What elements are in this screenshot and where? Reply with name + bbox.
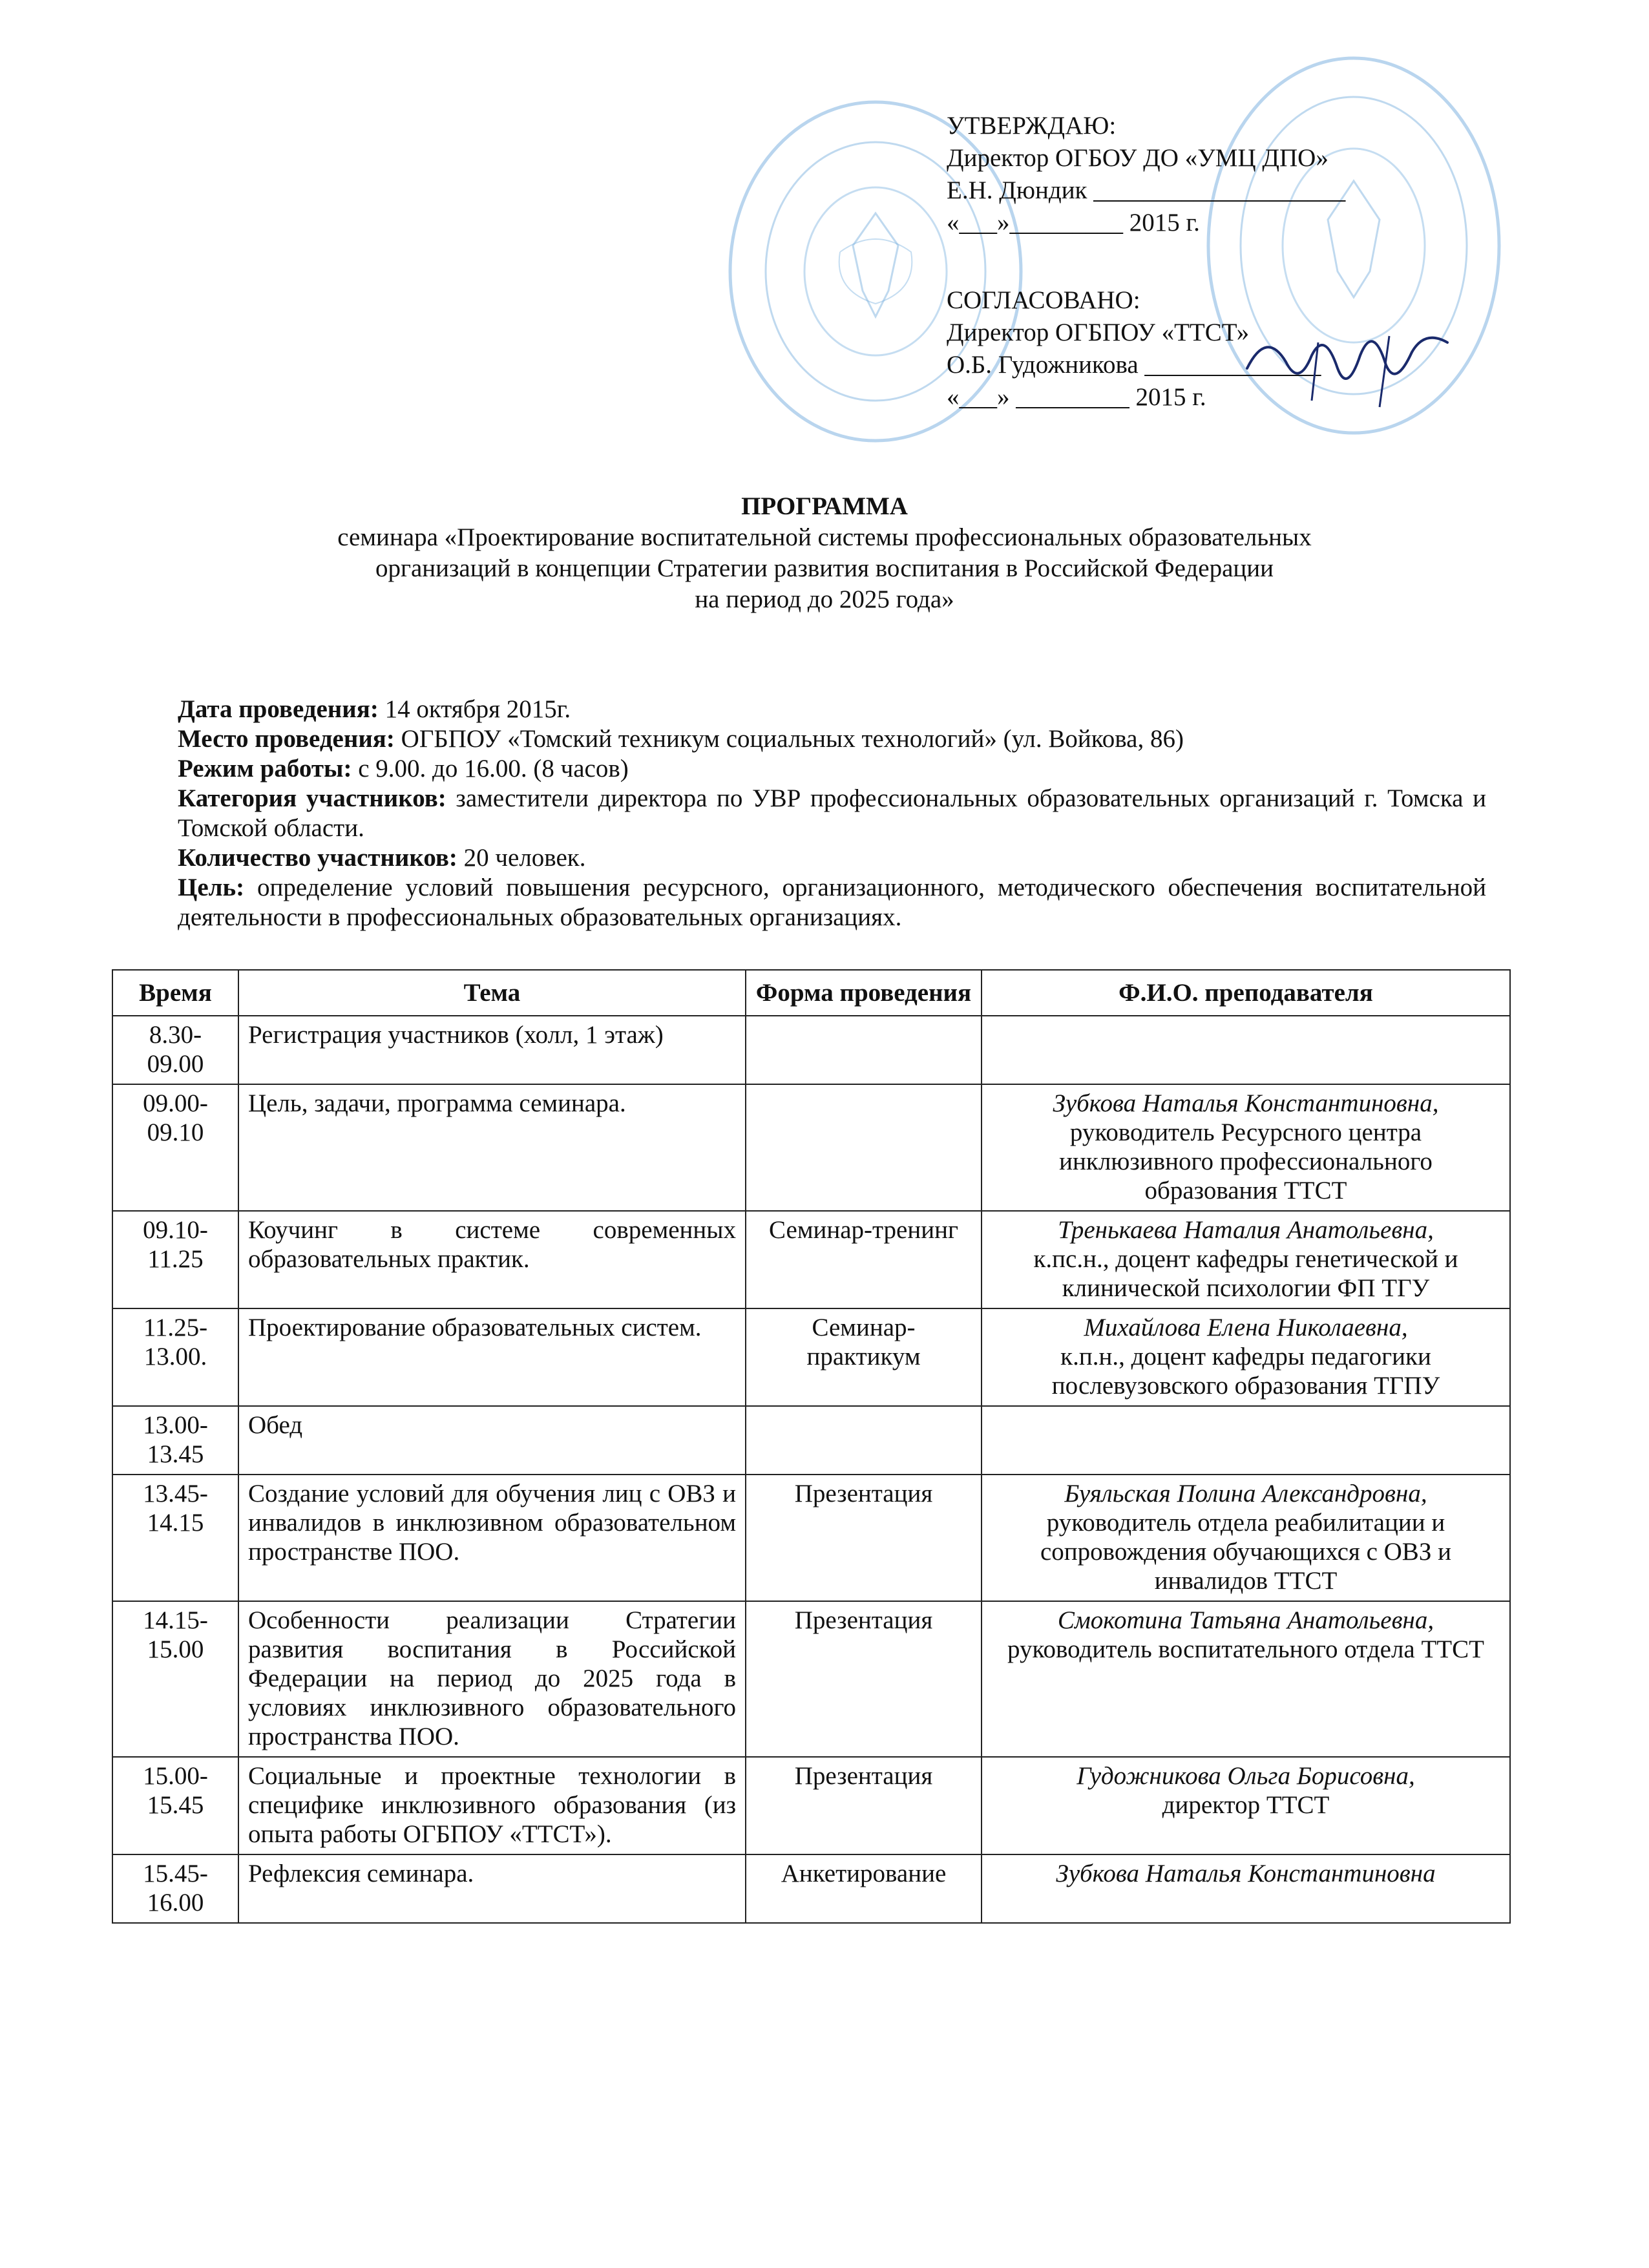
header-topic: Тема xyxy=(238,970,746,1016)
row-form xyxy=(746,1084,982,1211)
row-topic: Цель, задачи, программа семинара. xyxy=(238,1084,746,1211)
teacher-details: руководитель воспитательного отдела ТТСТ xyxy=(1007,1635,1484,1663)
approve-label: УТВЕРЖДАЮ: xyxy=(947,112,1117,140)
count-label: Количество участников: xyxy=(178,844,457,872)
category-value: заместители директора по УВР профессиональных образовательных организаций г. Томска и Томской области. xyxy=(178,784,1486,842)
teacher-details: руководитель Ресурсного центра инклюзивного профессионального образования ТТСТ xyxy=(1059,1118,1433,1204)
agree-label: СОГЛАСОВАНО: xyxy=(947,286,1140,314)
info-goal xyxy=(178,873,1486,932)
title-line-1: семинара «Проектирование воспитательной системы профессиональных образовательных xyxy=(337,523,1312,551)
row-time: 15.00-15.45 xyxy=(112,1757,238,1854)
row-time: 09.00-09.10 xyxy=(112,1084,238,1211)
teacher-details: руководитель отдела реабилитации и сопровождения обучающихся с ОВЗ и инвалидов ТТСТ xyxy=(1040,1509,1451,1595)
row-teacher xyxy=(982,1211,1510,1308)
teacher-details: директор ТТСТ xyxy=(1162,1791,1330,1819)
title-line-2: организаций в концепции Стратегии развития воспитания в Российской Федерации xyxy=(375,554,1274,582)
row-teacher xyxy=(982,1854,1510,1923)
table-row xyxy=(112,1308,1510,1406)
row-topic: Социальные и проектные технологии в специфике инклюзивного образования (из опыта работы ОГБПОУ «ТТСТ»). xyxy=(238,1757,746,1854)
row-teacher xyxy=(982,1084,1510,1211)
row-time: 14.15-15.00 xyxy=(112,1601,238,1757)
row-time: 13.45-14.15 xyxy=(112,1475,238,1601)
row-form xyxy=(746,1406,982,1475)
info-place xyxy=(178,724,1486,754)
agree-date: «___» _________ 2015 г. xyxy=(947,383,1206,411)
mode-label: Режим работы: xyxy=(178,755,352,782)
row-teacher xyxy=(982,1601,1510,1757)
info-mode xyxy=(178,754,1486,784)
approval-block xyxy=(947,110,1345,239)
row-time: 15.45-16.00 xyxy=(112,1854,238,1923)
seminar-info xyxy=(178,695,1486,932)
row-teacher xyxy=(982,1308,1510,1406)
program-heading: ПРОГРАММА xyxy=(741,492,908,520)
teacher-name: Зубкова Наталья Константиновна, xyxy=(1053,1089,1439,1117)
row-form: Анкетирование xyxy=(746,1854,982,1923)
header-time: Время xyxy=(112,970,238,1016)
place-value: ОГБПОУ «Томский техникум социальных технологий» (ул. Войкова, 86) xyxy=(394,725,1184,753)
table-row xyxy=(112,1854,1510,1923)
row-form: Презентация xyxy=(746,1475,982,1601)
row-teacher xyxy=(982,1475,1510,1601)
row-form: Презентация xyxy=(746,1601,982,1757)
row-form: Семинар-тренинг xyxy=(746,1211,982,1308)
header-teacher: Ф.И.О. преподавателя xyxy=(982,970,1510,1016)
teacher-details: к.п.н., доцент кафедры педагогики послевузовского образования ТГПУ xyxy=(1051,1343,1440,1400)
row-topic: Создание условий для обучения лиц с ОВЗ и инвалидов в инклюзивном образовательном пространстве ПОО. xyxy=(238,1475,746,1601)
header-form: Форма проведения xyxy=(746,970,982,1016)
row-topic: Рефлексия семинара. xyxy=(238,1854,746,1923)
title-line-3: на период до 2025 года» xyxy=(695,585,954,613)
row-topic: Регистрация участников (холл, 1 этаж) xyxy=(238,1016,746,1084)
info-category xyxy=(178,784,1486,843)
teacher-name: Смокотина Татьяна Анатольевна, xyxy=(1057,1606,1434,1634)
date-value: 14 октября 2015г. xyxy=(378,695,571,723)
row-time: 11.25-13.00. xyxy=(112,1308,238,1406)
table-row xyxy=(112,1757,1510,1854)
row-teacher xyxy=(982,1406,1510,1475)
goal-label: Цель: xyxy=(178,874,245,901)
agree-name: О.Б. Гудожникова ______________ xyxy=(947,351,1321,379)
row-topic: Проектирование образовательных систем. xyxy=(238,1308,746,1406)
goal-value: определение условий повышения ресурсного, организационного, методического обеспечения воспитательной деятельности в профессиональных образовательных организациях. xyxy=(178,874,1486,931)
table-row xyxy=(112,1211,1510,1308)
category-label: Категория участников: xyxy=(178,784,446,812)
row-time: 13.00-13.45 xyxy=(112,1406,238,1475)
teacher-name: Тренькаева Наталия Анатольевна, xyxy=(1058,1216,1434,1244)
table-row xyxy=(112,1601,1510,1757)
approve-name: Е.Н. Дюндик ____________________ xyxy=(947,176,1346,204)
table-row xyxy=(112,1016,1510,1084)
row-time: 8.30-09.00 xyxy=(112,1016,238,1084)
info-date xyxy=(178,695,1486,724)
teacher-details: к.пс.н., доцент кафедры генетической и клинической психологии ФП ТГУ xyxy=(1033,1245,1458,1302)
row-form: Семинар-практикум xyxy=(746,1308,982,1406)
handwritten-signature xyxy=(1241,317,1454,414)
row-topic: Особенности реализации Стратегии развития воспитания в Российской Федерации на период до 2025 года в условиях инклюзивного образовательного пространства ПОО. xyxy=(238,1601,746,1757)
table-header-row xyxy=(112,970,1510,1016)
teacher-name: Михайлова Елена Николаевна, xyxy=(1084,1314,1408,1341)
teacher-name: Гудожникова Ольга Борисовна, xyxy=(1077,1762,1415,1790)
row-time: 09.10-11.25 xyxy=(112,1211,238,1308)
schedule-body xyxy=(112,1016,1510,1923)
agree-position: Директор ОГБПОУ «ТТСТ» xyxy=(947,319,1250,346)
row-topic: Обед xyxy=(238,1406,746,1475)
teacher-name: Зубкова Наталья Константиновна xyxy=(1056,1860,1436,1887)
table-row xyxy=(112,1084,1510,1211)
approve-position: Директор ОГБОУ ДО «УМЦ ДПО» xyxy=(947,144,1329,172)
date-label: Дата проведения: xyxy=(178,695,379,723)
count-value: 20 человек. xyxy=(457,844,586,872)
mode-value: с 9.00. до 16.00. (8 часов) xyxy=(352,755,629,782)
teacher-name: Буяльская Полина Александровна, xyxy=(1064,1480,1427,1507)
approve-date: «___»_________ 2015 г. xyxy=(947,209,1200,236)
place-label: Место проведения: xyxy=(178,725,395,753)
row-teacher xyxy=(982,1016,1510,1084)
info-count xyxy=(178,843,1486,873)
row-form xyxy=(746,1016,982,1084)
schedule-table xyxy=(112,969,1511,1924)
table-row xyxy=(112,1475,1510,1601)
row-teacher xyxy=(982,1757,1510,1854)
row-topic: Коучинг в системе современных образовательных практик. xyxy=(238,1211,746,1308)
table-row xyxy=(112,1406,1510,1475)
document-title xyxy=(0,491,1649,615)
row-form: Презентация xyxy=(746,1757,982,1854)
